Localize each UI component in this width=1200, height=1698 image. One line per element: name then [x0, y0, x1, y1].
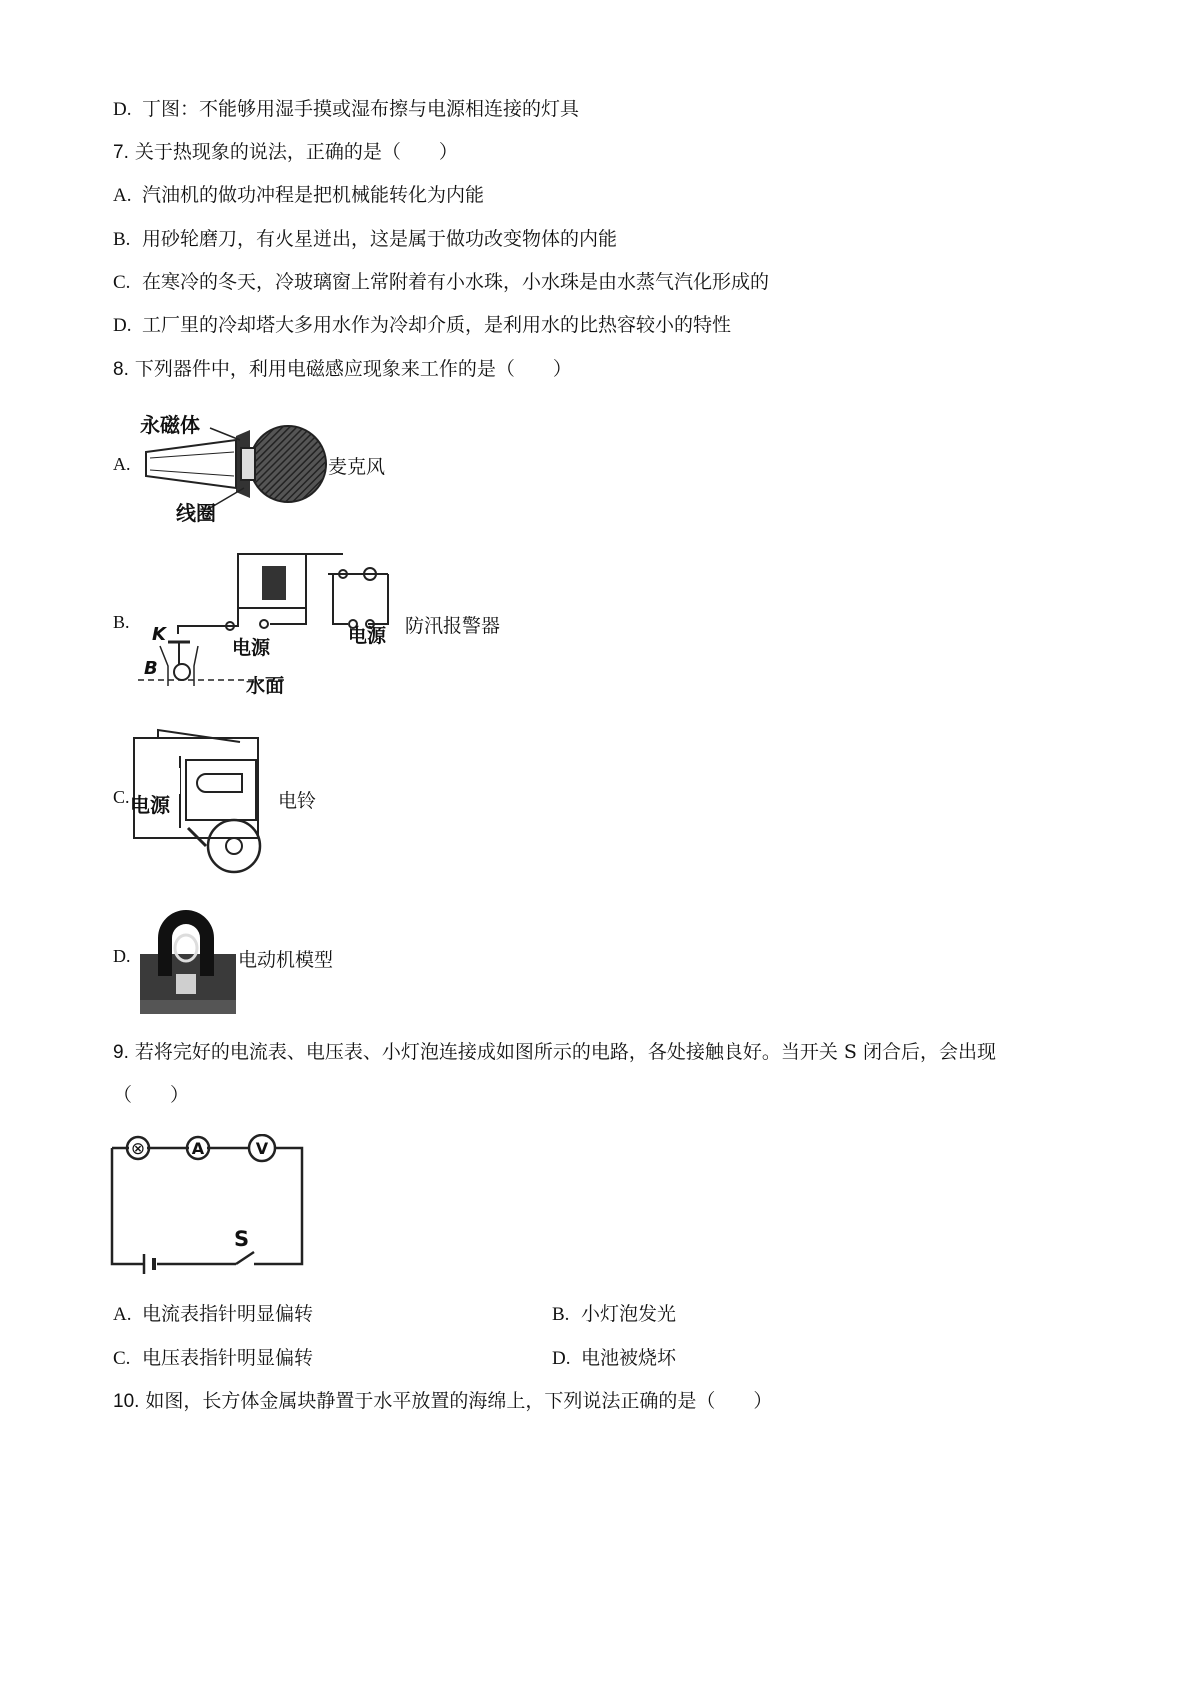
electromagnet-coil	[262, 566, 286, 600]
option-text: 电压表指针明显偏转	[142, 1347, 314, 1369]
q7-option-c	[113, 270, 769, 295]
q9-option-a	[113, 1302, 313, 1327]
bell-gong	[208, 820, 260, 872]
electric-bell-figure	[128, 728, 278, 876]
source-label: 电源	[130, 793, 170, 817]
b-label: B	[144, 658, 158, 679]
motor-model-caption: 电动机模型	[238, 949, 334, 971]
q7-option-d	[113, 313, 731, 338]
magnet-pointer	[210, 428, 240, 440]
question-number: 7.	[113, 142, 129, 163]
switch-lever	[236, 1252, 254, 1264]
question-10-stem	[113, 1389, 772, 1414]
q7-option-a	[113, 183, 484, 208]
q8-option-d-label: D.	[113, 946, 131, 966]
question-9-blank: （ ）	[113, 1084, 190, 1106]
q8-option-c-label: C.	[113, 787, 130, 807]
question-number: 10.	[113, 1391, 140, 1412]
flood-alarm-caption: 防汛报警器	[405, 615, 501, 637]
bell-gong-center	[226, 838, 242, 854]
option-label: A.	[113, 1304, 132, 1325]
option-label: C.	[113, 1348, 131, 1369]
terminal	[260, 620, 268, 628]
source-label-1: 电源	[232, 637, 271, 659]
option-text: 电流表指针明显偏转	[142, 1303, 314, 1325]
question-text: 关于热现象的说法，正确的是（ ）	[134, 141, 458, 163]
magnet-label: 永磁体	[140, 413, 200, 437]
option-text: 丁图：不能够用湿手摸或湿布擦与电源相连接的灯具	[142, 98, 580, 120]
question-text: 下列器件中，利用电磁感应现象来工作的是（ ）	[134, 358, 572, 380]
electric-bell-caption: 电铃	[278, 790, 317, 812]
q8-option-a-label: A.	[113, 454, 131, 474]
q7-option-b	[113, 227, 617, 252]
q8-option-b-label: B.	[113, 612, 130, 632]
alarm-circuit-wire	[333, 574, 348, 624]
u-magnet	[197, 774, 242, 792]
q6-option-d	[113, 97, 579, 122]
motor-model-figure	[136, 896, 238, 1016]
option-text: 在寒冷的冬天，冷玻璃窗上常附着有小水珠，小水珠是由水蒸气汽化形成的	[142, 271, 770, 293]
circuit-wire	[112, 1148, 144, 1264]
lamp-icon: ⊗	[130, 1139, 146, 1159]
option-text: 汽油机的做功冲程是把机械能转化为内能	[142, 184, 485, 206]
source-label-2: 电源	[348, 625, 387, 647]
question-text: 若将完好的电流表、电压表、小灯泡连接成如图所示的电路，各处接触良好。当开关 S 闭合后，会出现	[134, 1041, 996, 1063]
tank-wall	[194, 646, 198, 686]
q9-option-d	[552, 1346, 676, 1371]
microphone-handle	[146, 440, 236, 488]
option-label: D.	[113, 99, 132, 120]
circuit-diagram	[104, 1134, 310, 1280]
option-text: 小灯泡发光	[581, 1303, 677, 1325]
ammeter-label: A	[191, 1139, 205, 1158]
control-circuit-wire	[270, 608, 306, 624]
option-label: C.	[113, 272, 131, 293]
option-label: D.	[113, 315, 132, 336]
question-8-stem	[113, 357, 572, 382]
source-label-bg	[140, 768, 180, 794]
water-surface-label: 水面	[246, 675, 285, 697]
bell-wire	[158, 730, 240, 742]
switch-label: S	[234, 1227, 250, 1251]
k-label: K	[152, 624, 166, 645]
circuit-wire	[254, 1148, 302, 1264]
flood-alarm-figure	[138, 546, 403, 704]
option-label: B.	[113, 229, 131, 250]
voltmeter-label: V	[255, 1139, 269, 1158]
option-text: 用砂轮磨刀，有火星迸出，这是属于做功改变物体的内能	[142, 228, 618, 250]
option-text: 电池被烧坏	[581, 1347, 677, 1369]
microphone-head	[250, 426, 326, 502]
commutator	[176, 974, 196, 994]
coil-label: 线圈	[176, 501, 216, 525]
option-text: 工厂里的冷却塔大多用水作为冷却介质，是利用水的比热容较小的特性	[142, 314, 732, 336]
q9-option-c	[113, 1346, 313, 1371]
bell-magnet-frame	[186, 760, 256, 820]
microphone-caption: 麦克风	[328, 456, 386, 478]
alarm-circuit-wire	[368, 574, 388, 624]
question-number: 9.	[113, 1042, 129, 1063]
microphone-coil	[241, 448, 255, 480]
question-9-stem	[113, 1040, 996, 1065]
question-7-stem	[113, 140, 458, 165]
motor-base-front	[140, 1000, 236, 1014]
q9-option-b	[552, 1302, 676, 1327]
microphone-figure	[138, 408, 328, 526]
question-text: 如图，长方体金属块静置于水平放置的海绵上，下列说法正确的是（ ）	[145, 1390, 773, 1412]
question-number: 8.	[113, 359, 129, 380]
option-label: B.	[552, 1304, 570, 1325]
option-label: A.	[113, 185, 132, 206]
option-label: D.	[552, 1348, 571, 1369]
control-circuit-wire	[178, 626, 226, 634]
float-ball	[174, 664, 190, 680]
